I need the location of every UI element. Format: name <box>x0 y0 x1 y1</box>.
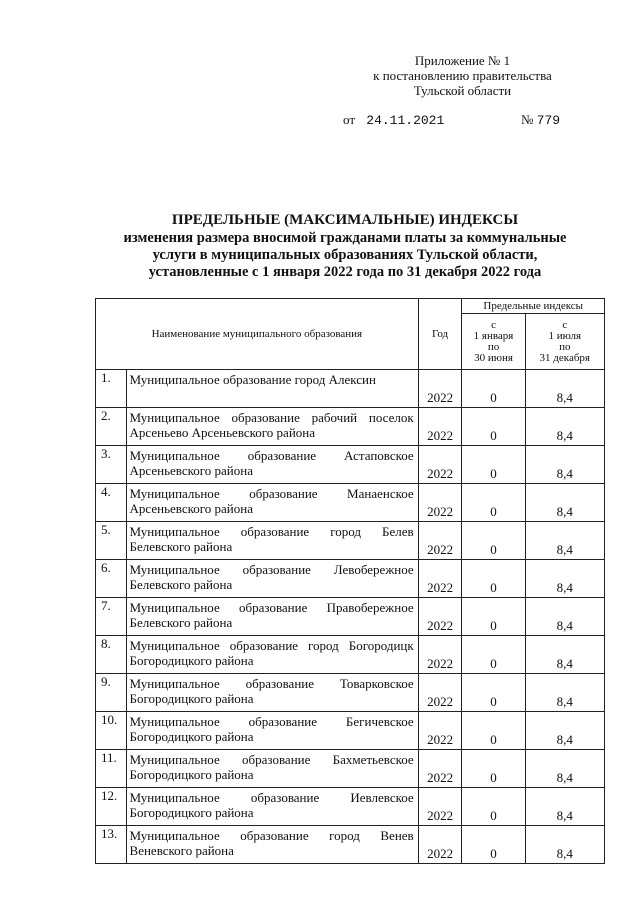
title-line-2: изменения размера вносимой гражданами платы за коммунальные <box>123 230 567 246</box>
row-number: 1. <box>96 370 127 408</box>
row-number: 8. <box>96 636 127 674</box>
municipality-name: Муниципальное образование рабочий поселок Арсеньево Арсеньевского района <box>126 408 418 446</box>
header-period-2-line: по <box>559 340 571 353</box>
row-year: 2022 <box>418 712 462 750</box>
municipality-name: Муниципальное образование Бахметьевское Богородицкого района <box>126 750 418 788</box>
indices-table <box>95 298 605 864</box>
municipality-name: Муниципальное образование Товарковское Богородицкого района <box>126 674 418 712</box>
title-line-3: услуги в муниципальных образованиях Тульской области, <box>152 247 538 263</box>
appendix-line-3: Тульской области <box>413 83 512 98</box>
row-number: 12. <box>96 788 127 826</box>
row-number: 9. <box>96 674 127 712</box>
header-period-1 <box>462 314 525 370</box>
table-row <box>96 370 605 408</box>
row-year: 2022 <box>418 484 462 522</box>
row-year: 2022 <box>418 674 462 712</box>
table-row <box>96 788 605 826</box>
index-jan-jun: 0 <box>462 560 525 598</box>
row-number: 3. <box>96 446 127 484</box>
row-year: 2022 <box>418 446 462 484</box>
row-number: 13. <box>96 826 127 864</box>
index-jul-dec: 8,4 <box>525 370 604 408</box>
row-year: 2022 <box>418 636 462 674</box>
table-row <box>96 598 605 636</box>
index-jul-dec: 8,4 <box>525 484 604 522</box>
municipality-name: Муниципальное образование город Богородицк Богородицкого района <box>126 636 418 674</box>
index-jan-jun: 0 <box>462 712 525 750</box>
header-year: Год <box>418 299 462 370</box>
index-jan-jun: 0 <box>462 826 525 864</box>
appendix-line-1: Приложение № 1 <box>414 53 511 68</box>
row-number: 6. <box>96 560 127 598</box>
index-jul-dec: 8,4 <box>525 750 604 788</box>
index-jan-jun: 0 <box>462 408 525 446</box>
document-reference <box>343 112 561 128</box>
index-jul-dec: 8,4 <box>525 522 604 560</box>
municipality-name: Муниципальное образование Правобережное Белевского района <box>126 598 418 636</box>
header-period-2 <box>525 314 604 370</box>
row-year: 2022 <box>418 560 462 598</box>
index-jan-jun: 0 <box>462 446 525 484</box>
row-number: 2. <box>96 408 127 446</box>
title-line-1: ПРЕДЕЛЬНЫЕ (МАКСИМАЛЬНЫЕ) ИНДЕКСЫ <box>171 212 519 228</box>
index-jul-dec: 8,4 <box>525 674 604 712</box>
row-number: 4. <box>96 484 127 522</box>
index-jan-jun: 0 <box>462 750 525 788</box>
document-number-group <box>521 112 560 128</box>
index-jul-dec: 8,4 <box>525 598 604 636</box>
row-year: 2022 <box>418 408 462 446</box>
municipality-name: Муниципальное образование Манаенское Арсеньевского района <box>126 484 418 522</box>
municipality-name: Муниципальное образование Иевлевское Богородицкого района <box>126 788 418 826</box>
index-jul-dec: 8,4 <box>525 826 604 864</box>
table-row <box>96 408 605 446</box>
index-jul-dec: 8,4 <box>525 446 604 484</box>
row-number: 5. <box>96 522 127 560</box>
row-number: 7. <box>96 598 127 636</box>
municipality-name: Муниципальное образование город Белев Белевского района <box>126 522 418 560</box>
table-row <box>96 560 605 598</box>
row-number: 10. <box>96 712 127 750</box>
header-period-1-line: 30 июня <box>474 351 513 364</box>
index-jul-dec: 8,4 <box>525 712 604 750</box>
municipality-name: Муниципальное образование Астаповское Арсеньевского района <box>126 446 418 484</box>
date-label: от <box>343 112 356 127</box>
table-row <box>96 712 605 750</box>
municipality-name: Муниципальное образование Левобережное Белевского района <box>126 560 418 598</box>
municipality-name: Муниципальное образование город Алексин <box>126 370 418 408</box>
index-jan-jun: 0 <box>462 522 525 560</box>
table-row <box>96 674 605 712</box>
table-row <box>96 484 605 522</box>
header-period-2-line: 1 июля <box>548 329 582 342</box>
index-jul-dec: 8,4 <box>525 636 604 674</box>
index-jul-dec: 8,4 <box>525 408 604 446</box>
appendix-block <box>330 53 595 98</box>
document-number: 779 <box>536 113 561 128</box>
row-year: 2022 <box>418 522 462 560</box>
row-year: 2022 <box>418 750 462 788</box>
municipality-name: Муниципальное образование город Венев Веневского района <box>126 826 418 864</box>
appendix-line-2: к постановлению правительства <box>373 68 552 83</box>
index-jan-jun: 0 <box>462 788 525 826</box>
table-row <box>96 522 605 560</box>
number-label: № <box>521 112 534 127</box>
header-period-2-line: 31 декабря <box>539 351 590 364</box>
title-line-4: установленные с 1 января 2022 года по 31 декабря 2022 года <box>148 264 542 280</box>
index-jan-jun: 0 <box>462 598 525 636</box>
index-jul-dec: 8,4 <box>525 560 604 598</box>
row-year: 2022 <box>418 788 462 826</box>
table-row <box>96 636 605 674</box>
table-body <box>96 370 605 864</box>
index-jan-jun: 0 <box>462 674 525 712</box>
table-row <box>96 750 605 788</box>
index-jan-jun: 0 <box>462 636 525 674</box>
index-jan-jun: 0 <box>462 370 525 408</box>
document-title <box>60 212 630 281</box>
row-year: 2022 <box>418 826 462 864</box>
header-name: Наименование муниципального образования <box>96 299 419 370</box>
table-row <box>96 446 605 484</box>
document-date: 24.11.2021 <box>366 113 445 128</box>
header-period-1-line: с <box>491 318 496 331</box>
municipality-name: Муниципальное образование Бегичевское Богородицкого района <box>126 712 418 750</box>
row-number: 11. <box>96 750 127 788</box>
header-indices: Предельные индексы <box>462 299 605 314</box>
index-jan-jun: 0 <box>462 484 525 522</box>
row-year: 2022 <box>418 598 462 636</box>
header-period-1-line: по <box>487 340 500 353</box>
index-jul-dec: 8,4 <box>525 788 604 826</box>
header-period-2-line: с <box>562 318 568 331</box>
table-row <box>96 826 605 864</box>
header-period-1-line: 1 января <box>473 329 514 342</box>
row-year: 2022 <box>418 370 462 408</box>
